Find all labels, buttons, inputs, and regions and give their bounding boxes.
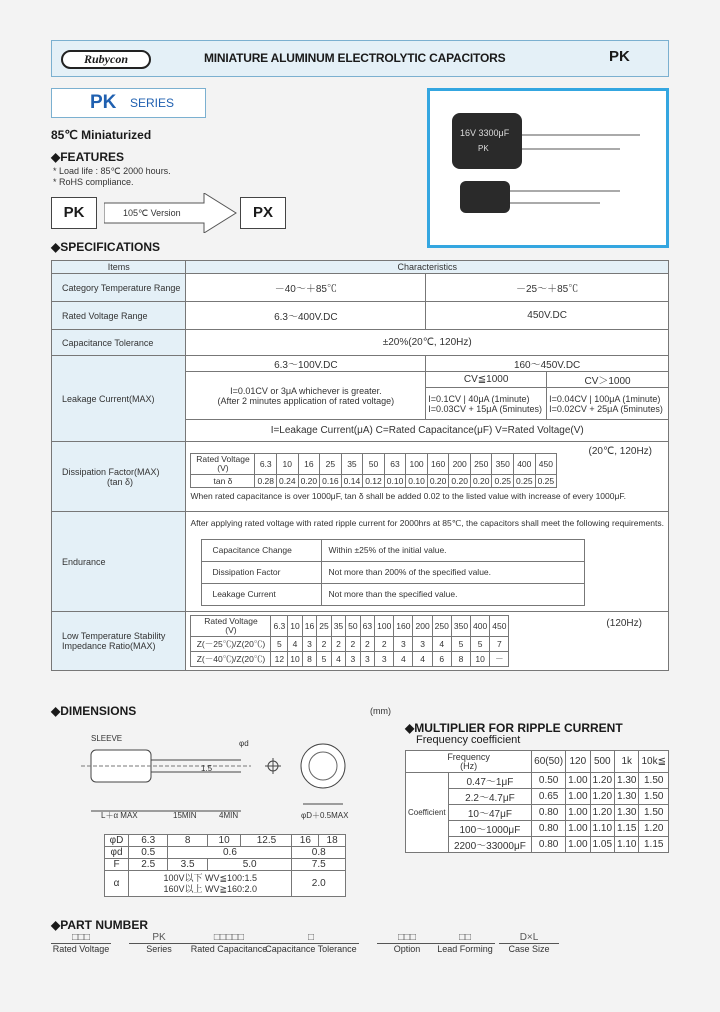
mult-value: 0.80 — [532, 837, 566, 853]
df-voltage: 160 — [427, 453, 449, 474]
part-label: Series — [146, 944, 172, 954]
mult-value: 0.65 — [532, 789, 566, 805]
features-heading: ◆FEATURES — [51, 150, 125, 164]
lowtemp-label — [52, 612, 186, 671]
lt-voltage: 100 — [375, 616, 394, 637]
feature-item: * RoHS compliance. — [53, 177, 134, 187]
cv-low: CV≦1000 — [426, 372, 547, 388]
df-cond: (20℃, 120Hz) — [588, 446, 652, 457]
mult-value: 0.80 — [532, 821, 566, 837]
mult-value: 0.80 — [532, 805, 566, 821]
df-h1-text: Rated Voltage — [196, 453, 250, 464]
part-label: Lead Forming — [437, 944, 493, 954]
part-code: □□□□□ — [181, 932, 277, 944]
mult-cap: 2.2～4.7μF — [448, 789, 532, 805]
lt-r2-value: 6 — [432, 652, 451, 667]
mult-value: 1.20 — [639, 821, 669, 837]
lt-r2-label: Z(－40℃)/Z(20℃) — [191, 652, 271, 667]
lt-r1-value: 5 — [271, 637, 288, 652]
part-field — [499, 932, 559, 954]
part-field — [263, 932, 359, 954]
min15-label: 15MIN — [173, 811, 197, 820]
product-photo — [427, 88, 669, 248]
endurance-criterion: Not more than the specified value. — [322, 583, 585, 605]
mult-value: 1.15 — [615, 821, 639, 837]
temp-a: －40～＋85℃ — [186, 274, 426, 302]
mult-value: 1.00 — [566, 837, 590, 853]
df-value: 0.10 — [384, 474, 406, 487]
mult-value: 1.00 — [566, 789, 590, 805]
mult-value: 1.20 — [590, 789, 614, 805]
df-voltage: 400 — [514, 453, 536, 474]
endurance-criterion: Within ±25% of the initial value. — [322, 539, 585, 561]
lt-r1-value: 4 — [288, 637, 302, 652]
part-code: D×L — [499, 932, 559, 944]
part-field — [435, 932, 495, 954]
df-voltage: 50 — [363, 453, 385, 474]
lt-r2-value: 10 — [471, 652, 490, 667]
mult-value: 1.00 — [566, 821, 590, 837]
mult-value: 1.05 — [590, 837, 614, 853]
lt-r1-value: 2 — [375, 637, 394, 652]
dim-cell: 16 — [292, 835, 319, 847]
freq-label: Frequency — [447, 751, 490, 762]
leakage-high-range: 160～450V.DC — [426, 356, 669, 372]
leakage-hl1: I=0.1CV | 40μA (1minute) — [428, 393, 530, 404]
part-field — [129, 932, 189, 954]
freq-header: 120 — [566, 751, 590, 773]
lt-r1-value: 5 — [471, 637, 490, 652]
df-label-text2: (tan δ) — [107, 476, 134, 487]
mult-value: 0.50 — [532, 773, 566, 789]
leakage-low-text2: (After 2 minutes application of rated voltage) — [217, 395, 395, 406]
dim-cell: 10 — [207, 835, 241, 847]
lt-r1-value: 2 — [346, 637, 360, 652]
part-label: Rated Voltage — [52, 944, 110, 954]
df-value: 0.20 — [470, 474, 492, 487]
series-suffix: SERIES — [130, 96, 175, 110]
dim-h: φd — [105, 847, 129, 859]
df-value: 0.24 — [277, 474, 299, 487]
df-voltage: 35 — [341, 453, 363, 474]
mult-value: 1.20 — [590, 805, 614, 821]
part-label: Rated Capacitance — [190, 944, 268, 954]
df-value: 0.20 — [298, 474, 320, 487]
lt-r2-value: 3 — [346, 652, 360, 667]
temp-b: －25～＋85℃ — [426, 274, 669, 302]
mult-value: 1.10 — [615, 837, 639, 853]
lt-voltage: 350 — [451, 616, 470, 637]
df-voltage: 350 — [492, 453, 514, 474]
dim-h: F — [105, 859, 129, 871]
mult-cap: 100～1000μF — [448, 821, 532, 837]
lt-voltage: 50 — [346, 616, 360, 637]
df-value: 0.28 — [255, 474, 277, 487]
freq-unit: (Hz) — [460, 760, 478, 771]
lt-r1-value: 2 — [317, 637, 331, 652]
freq-label-cell — [406, 751, 532, 773]
mult-value: 1.00 — [566, 773, 590, 789]
df-voltage: 450 — [535, 453, 557, 474]
part-code: □ — [263, 932, 359, 944]
df-table — [190, 453, 557, 488]
df-label-text: Dissipation Factor(MAX) — [62, 466, 160, 477]
lt-r1-value: 2 — [331, 637, 345, 652]
lt-r1-value: 7 — [490, 637, 509, 652]
lt-r1-value: 3 — [394, 637, 413, 652]
dim-cell: 5.0 — [207, 859, 292, 871]
df-voltage: 250 — [470, 453, 492, 474]
document-title: MINIATURE ALUMINUM ELECTROLYTIC CAPACITORS — [204, 51, 506, 65]
lt-r2-value: 4 — [413, 652, 432, 667]
mult-row — [406, 773, 669, 789]
lt-r1-value: 4 — [432, 637, 451, 652]
coef-label: Coefficient — [406, 773, 449, 853]
mult-value: 1.50 — [639, 789, 669, 805]
endurance-item: Leakage Current — [202, 583, 322, 605]
lt-h1 — [191, 616, 271, 637]
df-voltage: 10 — [277, 453, 299, 474]
lt-voltage: 450 — [490, 616, 509, 637]
part-code: PK — [129, 932, 189, 944]
mult-cap: 0.47～1μF — [448, 773, 532, 789]
df-value: 0.12 — [363, 474, 385, 487]
mult-value: 1.50 — [639, 805, 669, 821]
dim-alpha-cell — [129, 871, 292, 897]
part-code: □□□ — [51, 932, 111, 944]
partnumber-heading: ◆PART NUMBER — [51, 918, 149, 932]
freq-header: 10k≦ — [639, 751, 669, 773]
df-value: 0.14 — [341, 474, 363, 487]
phid-label: φd — [239, 739, 249, 748]
df-voltage: 16 — [298, 453, 320, 474]
dim-cell: 0.6 — [168, 847, 292, 859]
dim-cell: 3.5 — [168, 859, 207, 871]
flow-to-box: PX — [240, 197, 286, 229]
lt-r2-value: 8 — [302, 652, 316, 667]
endurance-item: Dissipation Factor — [202, 561, 322, 583]
part-label: Capacitance Tolerance — [265, 944, 357, 954]
mult-value: 1.10 — [590, 821, 614, 837]
endurance-criterion: Not more than 200% of the specified value. — [322, 561, 585, 583]
lt-voltage: 63 — [360, 616, 374, 637]
alpha-label: 1.5 — [201, 764, 213, 773]
mult-value: 1.30 — [615, 805, 639, 821]
multiplier-sub: Frequency coefficient — [416, 734, 521, 746]
df-h1b-text: (V) — [217, 462, 229, 473]
leakage-hh2: I=0.02CV + 25μA (5minutes) — [549, 403, 663, 414]
freq-header: 500 — [590, 751, 614, 773]
rubycon-logo: Rubycon — [61, 50, 151, 69]
lt-r2-value: 4 — [331, 652, 345, 667]
dimension-drawing — [51, 726, 381, 831]
df-value: 0.25 — [514, 474, 536, 487]
df-label — [52, 442, 186, 512]
lt-voltage: 35 — [331, 616, 345, 637]
df-voltage: 100 — [406, 453, 428, 474]
part-field — [377, 932, 437, 954]
df-value: 0.16 — [320, 474, 342, 487]
lt-r1-value: 2 — [360, 637, 374, 652]
lt-r1-value: 3 — [302, 637, 316, 652]
lt-voltage: 200 — [413, 616, 432, 637]
min4-label: 4MIN — [219, 811, 239, 820]
part-label: Case Size — [508, 944, 550, 954]
tolerance-value: ±20%(20℃, 120Hz) — [186, 330, 669, 356]
endurance-table — [201, 539, 585, 606]
series-code: PK — [609, 48, 630, 65]
lt-r2-value: 10 — [288, 652, 302, 667]
header-bar — [51, 40, 669, 77]
part-code: □□ — [435, 932, 495, 944]
lt-voltage: 250 — [432, 616, 451, 637]
lt-r1-value: 5 — [451, 637, 470, 652]
lt-voltage: 10 — [288, 616, 302, 637]
dmax-label: φD＋0.5MAX — [301, 811, 349, 820]
endurance-cell — [186, 512, 669, 612]
leakage-hl — [426, 388, 547, 420]
multiplier-heading: ◆MULTIPLIER FOR RIPPLE CURRENT — [405, 721, 623, 735]
dim-cell: 8 — [168, 835, 207, 847]
subtitle: 85℃ Miniaturized — [51, 128, 152, 142]
df-voltage: 6.3 — [255, 453, 277, 474]
df-value: 0.25 — [492, 474, 514, 487]
lowtemp-label-text: Low Temperature Stability — [62, 631, 166, 641]
dimensions-unit: (mm) — [370, 706, 391, 716]
lt-r1-label: Z(－25℃)/Z(20℃) — [191, 637, 271, 652]
flow-from-box: PK — [51, 197, 97, 229]
dim-cell: 0.5 — [129, 847, 168, 859]
sleeve-label: SLEEVE — [91, 734, 123, 743]
photo-label-b: PK — [478, 144, 489, 153]
voltage-b: 450V.DC — [426, 302, 669, 330]
tolerance-label: Capacitance Tolerance — [52, 330, 186, 356]
lowtemp-table — [190, 615, 509, 667]
lt-h1-text: Rated Voltage — [204, 616, 258, 626]
leakage-hh1: I=0.04CV | 100μA (1minute) — [549, 393, 661, 404]
lowtemp-cond: (120Hz) — [606, 618, 642, 629]
lowtemp-label-text2: Impedance Ratio(MAX) — [62, 641, 156, 651]
lt-voltage: 25 — [317, 616, 331, 637]
lt-r2-value: 5 — [317, 652, 331, 667]
part-field — [51, 932, 111, 954]
feature-item: * Load life : 85℃ 2000 hours. — [53, 166, 171, 176]
specifications-heading: ◆SPECIFICATIONS — [51, 240, 161, 254]
col-characteristics: Characteristics — [186, 261, 669, 274]
cv-high: CV＞1000 — [547, 372, 669, 388]
lowtemp-cell — [186, 612, 669, 671]
freq-header: 1k — [615, 751, 639, 773]
mult-value: 1.00 — [566, 805, 590, 821]
df-h2: tan δ — [191, 474, 255, 487]
lt-voltage: 6.3 — [271, 616, 288, 637]
lt-voltage: 160 — [394, 616, 413, 637]
dimensions-table — [104, 834, 346, 897]
endurance-text: After applying rated voltage with rated ripple current for 2000hrs at 85℃, the capacitors shall meet the following requirements. — [190, 517, 664, 528]
voltage-label: Rated Voltage Range — [52, 302, 186, 330]
flow-label: 105℃ Version — [123, 208, 181, 218]
df-value: 0.20 — [449, 474, 471, 487]
mult-value: 1.50 — [639, 773, 669, 789]
df-voltage: 200 — [449, 453, 471, 474]
multiplier-table — [405, 750, 669, 853]
dim-cell: 12.5 — [241, 835, 292, 847]
df-voltage: 63 — [384, 453, 406, 474]
lt-r1-value: 3 — [413, 637, 432, 652]
leakage-low-text — [186, 372, 426, 420]
dim-h: α — [105, 871, 129, 897]
dim-cell: 0.8 — [292, 847, 346, 859]
leakage-low-range: 6.3～100V.DC — [186, 356, 426, 372]
df-value: 0.20 — [427, 474, 449, 487]
lt-h1b-text: (V) — [225, 625, 237, 635]
lt-r2-value: － — [490, 652, 509, 667]
freq-header: 60(50) — [532, 751, 566, 773]
series-badge — [51, 88, 206, 118]
lt-voltage: 400 — [471, 616, 490, 637]
alpha-line2: 160V以上 WV≧160:2.0 — [163, 883, 258, 894]
l-label: L＋α MAX — [101, 811, 138, 820]
part-code: □□□ — [377, 932, 437, 944]
leakage-low-text1: I=0.01CV or 3μA whichever is greater. — [230, 385, 382, 396]
dim-h: φD — [105, 835, 129, 847]
dim-cell: 2.0 — [292, 871, 346, 897]
photo-label-a: 16V 3300μF — [460, 128, 510, 138]
mult-value: 1.15 — [639, 837, 669, 853]
endurance-item: Capacitance Change — [202, 539, 322, 561]
mult-value: 1.20 — [590, 773, 614, 789]
df-value: 0.25 — [535, 474, 557, 487]
df-voltage: 25 — [320, 453, 342, 474]
part-label: Option — [393, 944, 421, 954]
df-note: When rated capacitance is over 1000μF, tan δ shall be added 0.02 to the listed value with increase of every 1000μF. — [190, 490, 627, 501]
series-name: PK — [90, 92, 117, 113]
dim-cell: 18 — [319, 835, 346, 847]
leakage-legend: I=Leakage Current(μA) C=Rated Capacitance(μF) V=Rated Voltage(V) — [186, 420, 669, 442]
leakage-label: Leakage Current(MAX) — [52, 356, 186, 442]
mult-value: 1.30 — [615, 773, 639, 789]
lt-r2-value: 12 — [271, 652, 288, 667]
capacitor-photo-icon — [430, 91, 666, 245]
mult-value: 1.30 — [615, 789, 639, 805]
alpha-line1: 100V以下 WV≦100:1.5 — [163, 872, 258, 883]
dim-cell: 2.5 — [129, 859, 168, 871]
voltage-a: 6.3～400V.DC — [186, 302, 426, 330]
mult-cap: 10～47μF — [448, 805, 532, 821]
df-value: 0.10 — [406, 474, 428, 487]
endurance-label: Endurance — [52, 512, 186, 612]
temp-label: Category Temperature Range — [52, 274, 186, 302]
lt-r2-value: 3 — [360, 652, 374, 667]
df-h1 — [191, 453, 255, 474]
lt-r2-value: 4 — [394, 652, 413, 667]
dim-cell: 6.3 — [129, 835, 168, 847]
partnumber-row — [51, 932, 611, 962]
col-items: Items — [52, 261, 186, 274]
df-cell — [186, 442, 669, 512]
leakage-hh — [547, 388, 669, 420]
dimensions-heading: ◆DIMENSIONS — [51, 704, 137, 718]
lt-voltage: 16 — [302, 616, 316, 637]
lt-r2-value: 3 — [375, 652, 394, 667]
lt-r2-value: 8 — [451, 652, 470, 667]
mult-cap: 2200～33000μF — [448, 837, 532, 853]
specifications-table — [51, 260, 669, 671]
leakage-hl2: I=0.03CV + 15μA (5minutes) — [428, 403, 542, 414]
dim-cell: 7.5 — [292, 859, 346, 871]
